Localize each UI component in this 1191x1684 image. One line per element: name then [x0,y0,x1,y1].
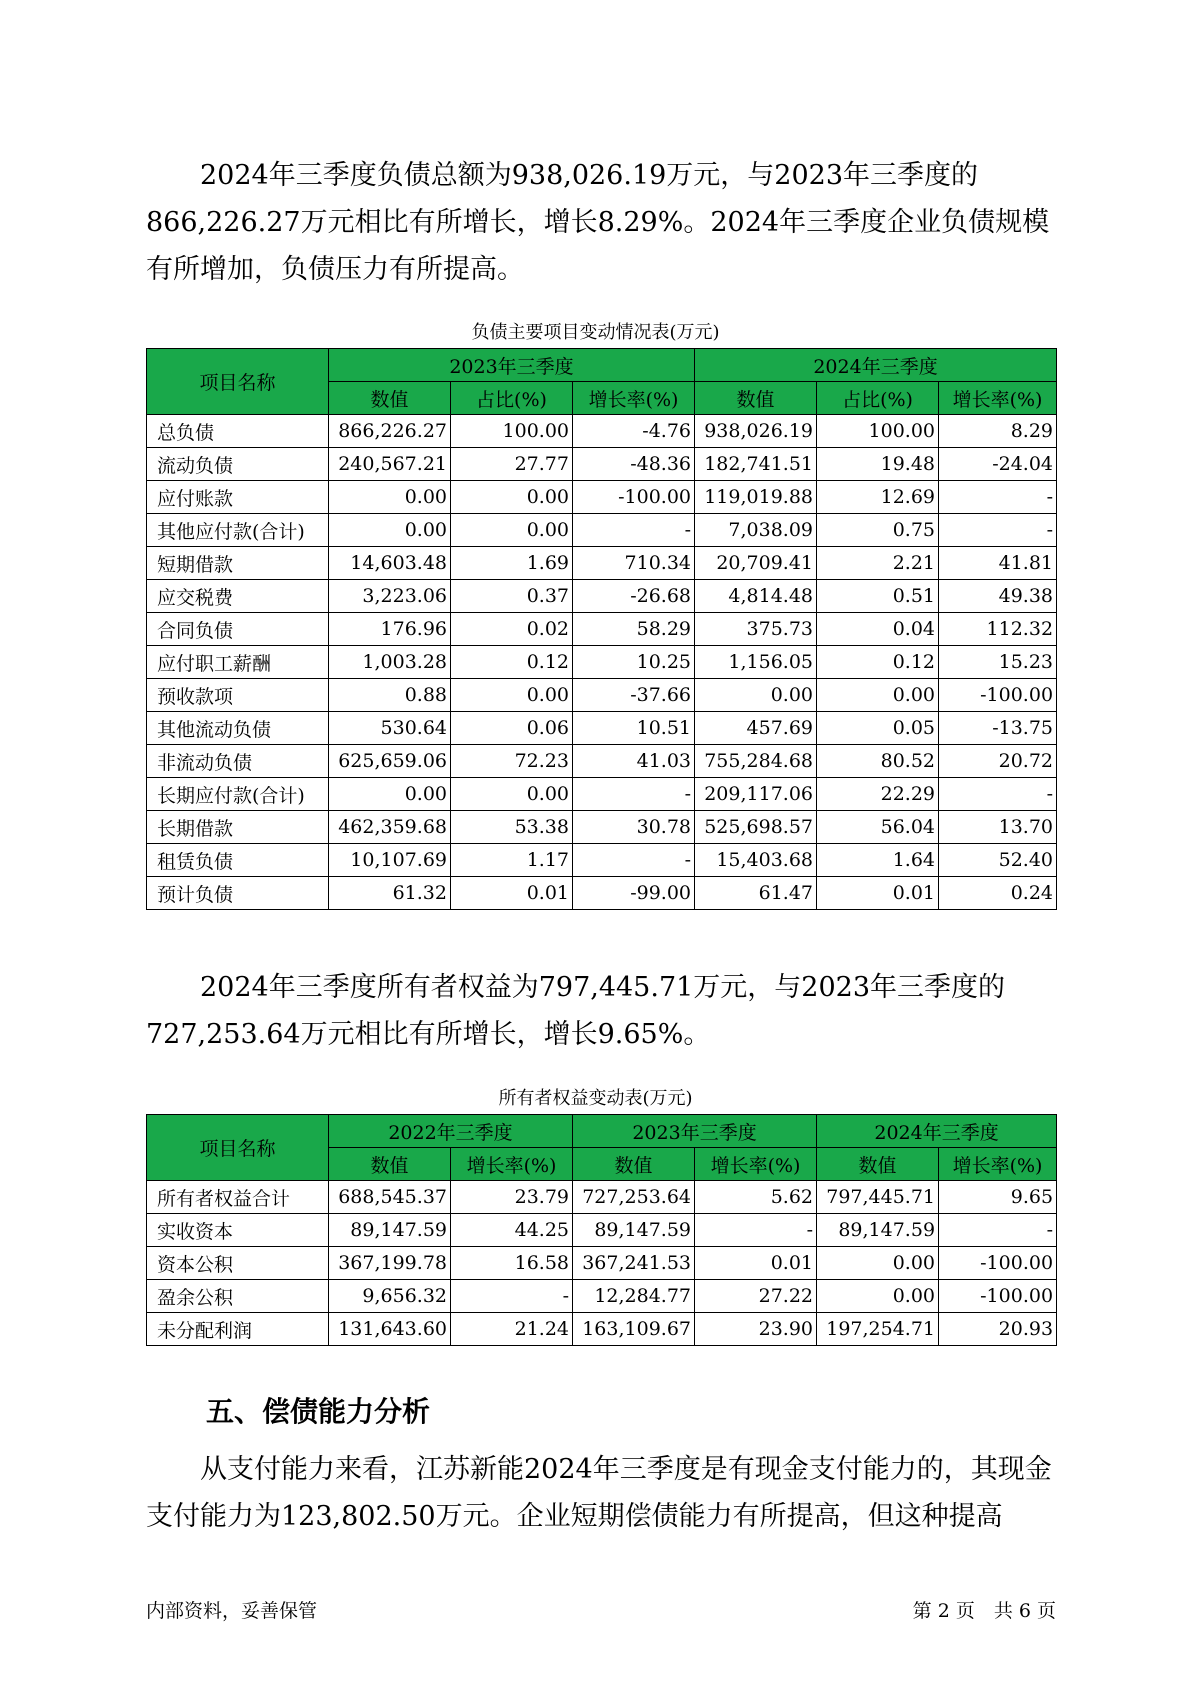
table-cell: 2.21 [817,547,939,580]
table-cell: 5.62 [695,1181,817,1214]
row-label: 合同负债 [147,613,329,646]
liabilities-table [146,348,1057,910]
table-cell: 49.38 [939,580,1057,613]
table-cell: 0.02 [451,613,573,646]
paragraph-liabilities-text: 2024年三季度负债总额为938,026.19万元，与2023年三季度的866,226.27万元相比有所增长，增长8.29%。2024年三季度企业负债规模有所增加，负债压力有所提高。 [146,160,1050,285]
table-cell: -100.00 [939,1280,1057,1313]
table-cell: 457.69 [695,712,817,745]
table-cell: 131,643.60 [329,1313,451,1346]
table-cell: 23.79 [451,1181,573,1214]
table-cell: - [939,1214,1057,1247]
table-cell: -4.76 [573,415,695,448]
table-cell: 20,709.41 [695,547,817,580]
table-cell: 61.32 [329,877,451,910]
row-label: 长期借款 [147,811,329,844]
table-cell: 197,254.71 [817,1313,939,1346]
table-row [147,811,1057,844]
row-label: 资本公积 [147,1247,329,1280]
table-cell: 0.12 [817,646,939,679]
table-cell: 15.23 [939,646,1057,679]
table-cell: 112.32 [939,613,1057,646]
table-cell: 0.00 [329,514,451,547]
table-cell: 0.00 [451,679,573,712]
table2-sub-header: 增长率(%) [939,1148,1057,1181]
table-cell: -24.04 [939,448,1057,481]
table1-sub-header: 数值 [695,382,817,415]
table-cell: 688,545.37 [329,1181,451,1214]
table-cell: 0.37 [451,580,573,613]
table-cell: - [451,1280,573,1313]
table-cell: 9,656.32 [329,1280,451,1313]
table-cell: -99.00 [573,877,695,910]
table-cell: 176.96 [329,613,451,646]
table-cell: 10,107.69 [329,844,451,877]
paragraph-solvency [146,1446,1056,1540]
table-cell: 4,814.48 [695,580,817,613]
table-cell: 0.00 [817,679,939,712]
table-cell: 20.72 [939,745,1057,778]
table2-sub-header: 数值 [817,1148,939,1181]
table2-sub-header: 增长率(%) [695,1148,817,1181]
table-row [147,745,1057,778]
table-cell: 0.12 [451,646,573,679]
footer-page-number: 第 2 页 共 6 页 [912,1600,1056,1622]
table-cell: 0.00 [329,481,451,514]
table-cell: - [939,514,1057,547]
table-cell: - [573,514,695,547]
row-label: 长期应付款(合计) [147,778,329,811]
table-cell: -100.00 [573,481,695,514]
table-row [147,1214,1057,1247]
row-label: 流动负债 [147,448,329,481]
table-cell: 27.22 [695,1280,817,1313]
table-cell: 530.64 [329,712,451,745]
table2-sub-header: 增长率(%) [451,1148,573,1181]
table-cell: -48.36 [573,448,695,481]
table-cell: 0.05 [817,712,939,745]
row-label: 总负债 [147,415,329,448]
table-cell: 0.04 [817,613,939,646]
table1-caption: 负债主要项目变动情况表(万元) [471,322,720,343]
table-cell: -37.66 [573,679,695,712]
table-cell: 1.17 [451,844,573,877]
table-cell: 44.25 [451,1214,573,1247]
table-cell: 0.01 [451,877,573,910]
table-cell: 525,698.57 [695,811,817,844]
table-cell: 119,019.88 [695,481,817,514]
table-cell: 3,223.06 [329,580,451,613]
table-row [147,1313,1057,1346]
row-label: 其他应付款(合计) [147,514,329,547]
table-cell: 0.00 [817,1247,939,1280]
table-cell: 100.00 [451,415,573,448]
table-cell: 52.40 [939,844,1057,877]
table1-item-header: 项目名称 [147,349,329,415]
table-cell: 240,567.21 [329,448,451,481]
table-cell: 9.65 [939,1181,1057,1214]
table-row [147,448,1057,481]
table-cell: 61.47 [695,877,817,910]
row-label: 预收款项 [147,679,329,712]
table-cell: 89,147.59 [817,1214,939,1247]
table1-sub-header: 增长率(%) [573,382,695,415]
table-cell: -13.75 [939,712,1057,745]
table-cell: 53.38 [451,811,573,844]
table-row [147,613,1057,646]
table-cell: 10.51 [573,712,695,745]
table-cell: 182,741.51 [695,448,817,481]
paragraph-solvency-text: 从支付能力来看，江苏新能2024年三季度是有现金支付能力的，其现金支付能力为123,802.50万元。企业短期偿债能力有所提高，但这种提高 [146,1454,1052,1532]
table-cell: 0.00 [695,679,817,712]
paragraph-equity [146,964,1056,1058]
table1-sub-header: 占比(%) [817,382,939,415]
table-cell: 22.29 [817,778,939,811]
row-label: 盈余公积 [147,1280,329,1313]
table1-period-header: 2023年三季度 [329,349,695,382]
table-cell: 1.64 [817,844,939,877]
row-label: 其他流动负债 [147,712,329,745]
row-label: 短期借款 [147,547,329,580]
table-row [147,580,1057,613]
table1-sub-header: 数值 [329,382,451,415]
table-row [147,547,1057,580]
table-row [147,646,1057,679]
table-cell: 0.01 [695,1247,817,1280]
row-label: 应付职工薪酬 [147,646,329,679]
table-cell: - [939,481,1057,514]
table-cell: 1.69 [451,547,573,580]
row-label: 实收资本 [147,1214,329,1247]
table-cell: 0.06 [451,712,573,745]
table-cell: 0.00 [817,1280,939,1313]
table-cell: 625,659.06 [329,745,451,778]
table2-period-header: 2023年三季度 [573,1115,817,1148]
row-label: 应交税费 [147,580,329,613]
table-cell: 797,445.71 [817,1181,939,1214]
table-row [147,1247,1057,1280]
table-cell: 163,109.67 [573,1313,695,1346]
table-cell: -100.00 [939,679,1057,712]
table-cell: 0.01 [817,877,939,910]
table-cell: 209,117.06 [695,778,817,811]
table-cell: 12.69 [817,481,939,514]
table-cell: 7,038.09 [695,514,817,547]
table-cell: 8.29 [939,415,1057,448]
table-cell: 21.24 [451,1313,573,1346]
table-cell: 938,026.19 [695,415,817,448]
table-row [147,844,1057,877]
row-label: 租赁负债 [147,844,329,877]
table-cell: 14,603.48 [329,547,451,580]
table-row [147,481,1057,514]
row-label: 未分配利润 [147,1313,329,1346]
table-row [147,877,1057,910]
table-cell: 710.34 [573,547,695,580]
table-row [147,778,1057,811]
footer-confidential-note: 内部资料，妥善保管 [146,1600,318,1622]
table-cell: 13.70 [939,811,1057,844]
table-row [147,712,1057,745]
table-cell: 19.48 [817,448,939,481]
table-cell: 727,253.64 [573,1181,695,1214]
table-cell: 56.04 [817,811,939,844]
table2-sub-header: 数值 [329,1148,451,1181]
table-cell: 23.90 [695,1313,817,1346]
table-cell: - [939,778,1057,811]
table-cell: 1,003.28 [329,646,451,679]
table-cell: 0.00 [329,778,451,811]
table-row [147,415,1057,448]
table2-item-header: 项目名称 [147,1115,329,1181]
table-cell: 58.29 [573,613,695,646]
table-cell: -100.00 [939,1247,1057,1280]
paragraph-liabilities [146,152,1056,293]
table-cell: 0.00 [451,481,573,514]
table-cell: 1,156.05 [695,646,817,679]
row-label: 所有者权益合计 [147,1181,329,1214]
table-cell: - [573,844,695,877]
table-cell: 462,359.68 [329,811,451,844]
table-cell: 367,241.53 [573,1247,695,1280]
equity-table [146,1114,1057,1346]
row-label: 应付账款 [147,481,329,514]
row-label: 预计负债 [147,877,329,910]
table-cell: 16.58 [451,1247,573,1280]
table-cell: 41.03 [573,745,695,778]
table-cell: 15,403.68 [695,844,817,877]
section-heading: 五、偿债能力分析 [206,1395,431,1428]
table-cell: 10.25 [573,646,695,679]
table-cell: 0.51 [817,580,939,613]
table-cell: 755,284.68 [695,745,817,778]
table-cell: 27.77 [451,448,573,481]
table1-sub-header: 增长率(%) [939,382,1057,415]
table-row [147,679,1057,712]
table-cell: - [695,1214,817,1247]
table2-sub-header: 数值 [573,1148,695,1181]
table2-period-header: 2024年三季度 [817,1115,1057,1148]
table2-period-header: 2022年三季度 [329,1115,573,1148]
table-row [147,514,1057,547]
table-cell: 100.00 [817,415,939,448]
paragraph-equity-text: 2024年三季度所有者权益为797,445.71万元，与2023年三季度的727,253.64万元相比有所增长，增长9.65%。 [146,972,1006,1050]
table1-sub-header: 占比(%) [451,382,573,415]
table-cell: 30.78 [573,811,695,844]
table-cell: 89,147.59 [329,1214,451,1247]
table-row [147,1181,1057,1214]
table-cell: 0.24 [939,877,1057,910]
table2-body [147,1181,1057,1346]
table2-caption: 所有者权益变动表(万元) [498,1088,693,1109]
table1-period-header: 2024年三季度 [695,349,1057,382]
table-cell: 80.52 [817,745,939,778]
table-cell: 12,284.77 [573,1280,695,1313]
table-cell: 72.23 [451,745,573,778]
table-cell: 0.00 [451,514,573,547]
row-label: 非流动负债 [147,745,329,778]
table-cell: - [573,778,695,811]
table-row [147,1280,1057,1313]
table-cell: 41.81 [939,547,1057,580]
table1-body [147,415,1057,910]
table-cell: -26.68 [573,580,695,613]
table-cell: 0.88 [329,679,451,712]
table-cell: 375.73 [695,613,817,646]
table-cell: 20.93 [939,1313,1057,1346]
table-cell: 89,147.59 [573,1214,695,1247]
table-cell: 866,226.27 [329,415,451,448]
table-cell: 367,199.78 [329,1247,451,1280]
table-cell: 0.75 [817,514,939,547]
table-cell: 0.00 [451,778,573,811]
